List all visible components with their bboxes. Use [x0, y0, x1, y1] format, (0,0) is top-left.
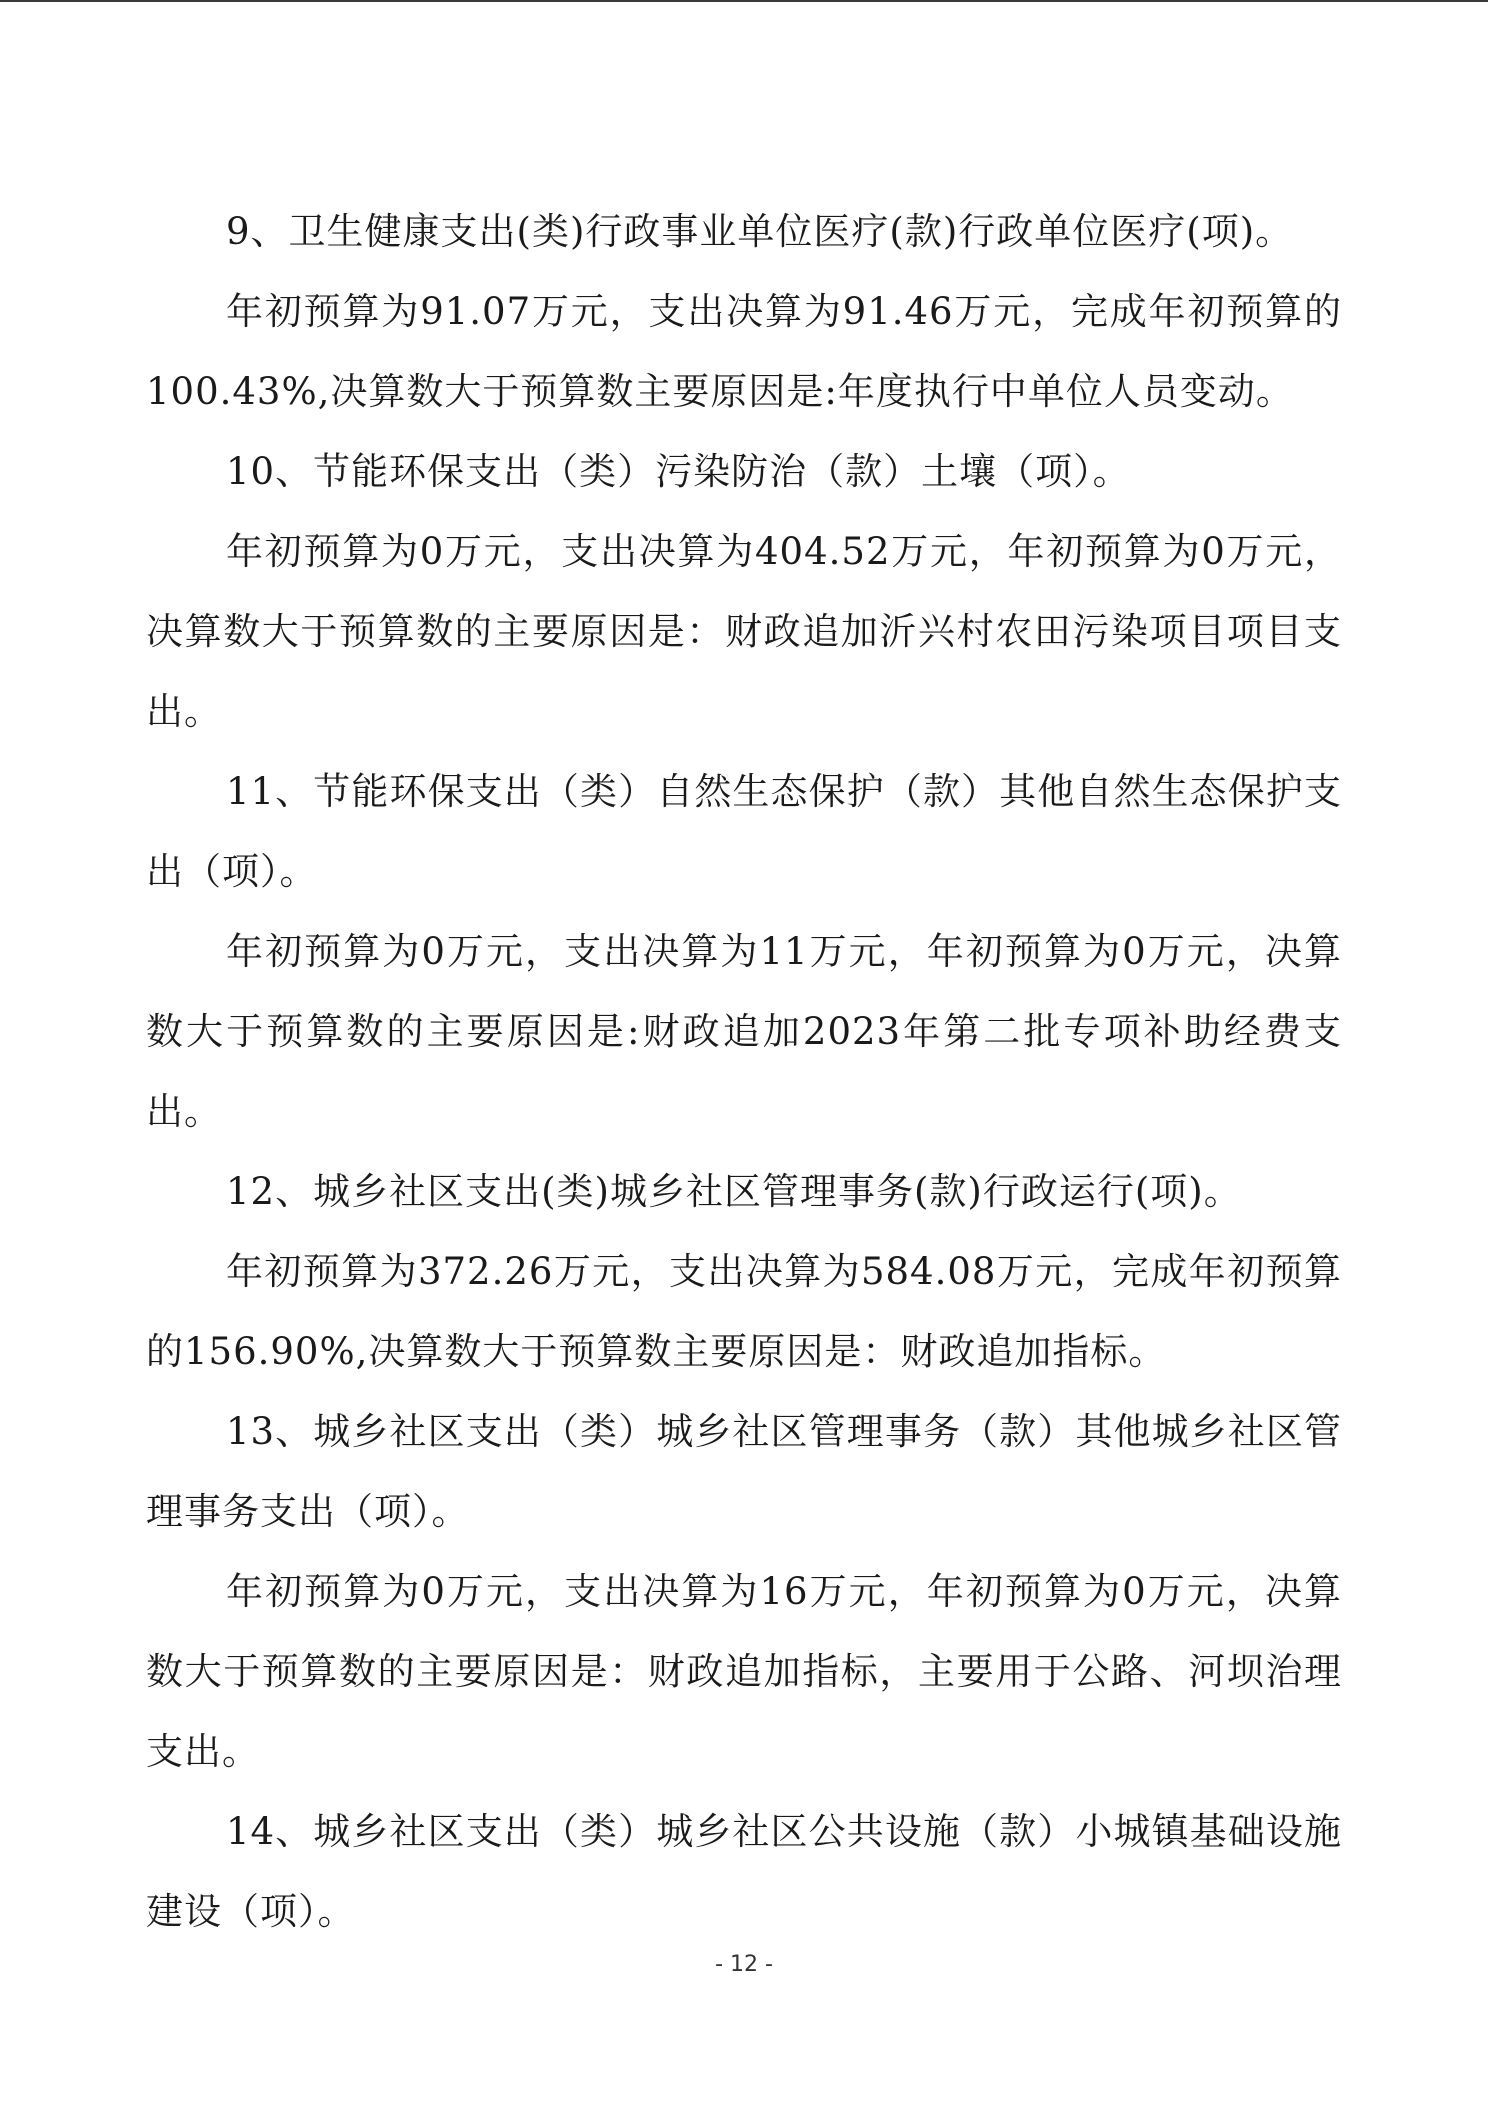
paragraph-item-10-heading: 10、节能环保支出（类）污染防治（款）土壤（项）。: [226, 450, 1131, 493]
top-border-line: [0, 0, 1488, 2]
paragraph-item-11-detail: 年初预算为0万元，支出决算为11万元，年初预算为0万元，决算数大于预算数的主要原因是:财政追加2023年第二批专项补助经费支出。: [146, 930, 1342, 1133]
page-number: - 12 -: [715, 1952, 773, 1977]
paragraph-item-9-heading: 9、卫生健康支出(类)行政事业单位医疗(款)行政单位医疗(项)。: [226, 210, 1294, 253]
paragraph-item-13-heading: 13、城乡社区支出（类）城乡社区管理事务（款）其他城乡社区管理事务支出（项）。: [146, 1410, 1342, 1533]
paragraph-item-12-heading: 12、城乡社区支出(类)城乡社区管理事务(款)行政运行(项)。: [226, 1170, 1242, 1213]
paragraph-item-9-detail: 年初预算为91.07万元，支出决算为91.46万元，完成年初预算的100.43%,决算数大于预算数主要原因是:年度执行中单位人员变动。: [146, 290, 1342, 413]
paragraph-item-10-detail: 年初预算为0万元，支出决算为404.52万元，年初预算为0万元，决算数大于预算数的主要原因是：财政追加沂兴村农田污染项目项目支出。: [146, 530, 1342, 733]
paragraph-item-12-detail: 年初预算为372.26万元，支出决算为584.08万元，完成年初预算的156.90%,决算数大于预算数主要原因是：财政追加指标。: [146, 1250, 1342, 1373]
paragraph-item-14-heading: 14、城乡社区支出（类）城乡社区公共设施（款）小城镇基础设施建设（项）。: [146, 1810, 1342, 1933]
paragraph-item-11-heading: 11、节能环保支出（类）自然生态保护（款）其他自然生态保护支出（项）。: [146, 770, 1342, 893]
document-body: [146, 192, 1342, 1952]
paragraph-item-13-detail: 年初预算为0万元，支出决算为16万元，年初预算为0万元，决算数大于预算数的主要原因是：财政追加指标，主要用于公路、河坝治理支出。: [146, 1570, 1342, 1773]
